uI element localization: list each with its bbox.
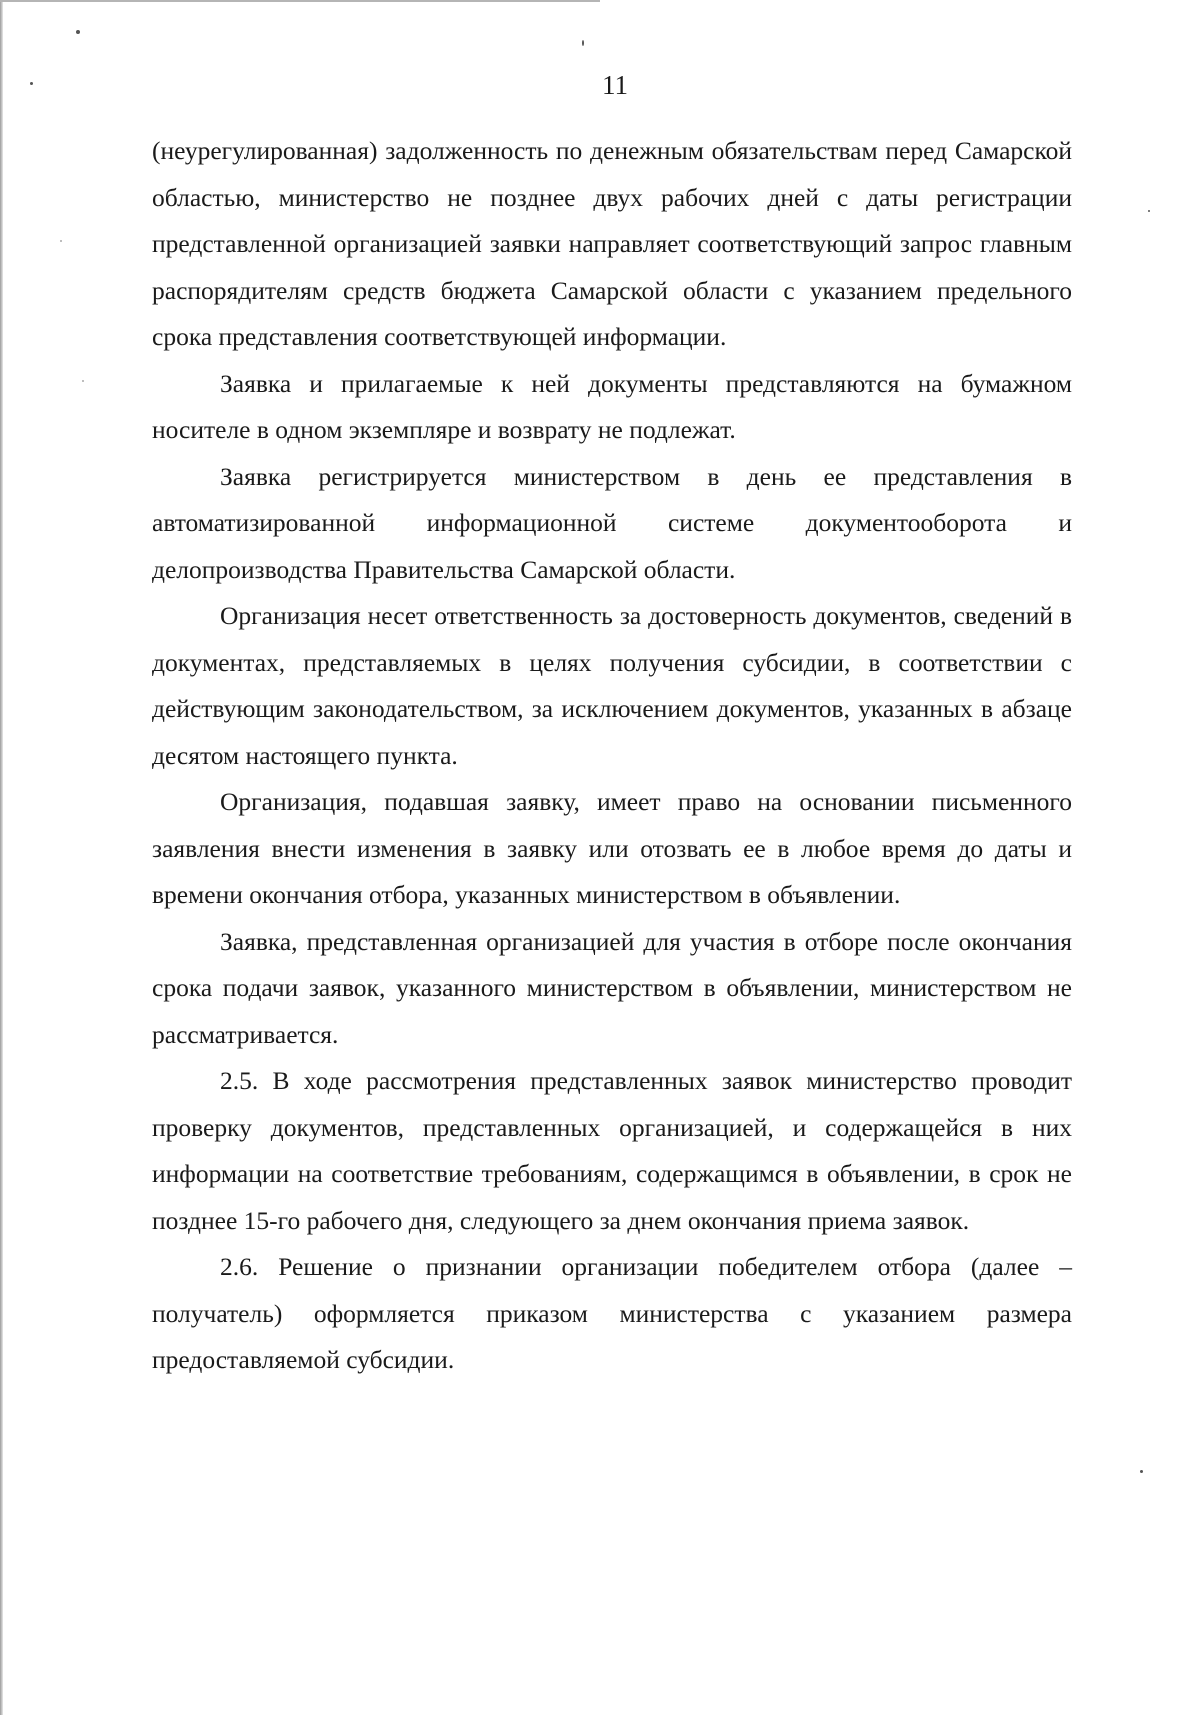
scan-speck [1140, 1470, 1143, 1473]
paragraph: Заявка регистрируется министерством в день ее представления в автоматизированной информационной системе документооборота и делопроизводства Правительства Самарской области. [152, 461, 1072, 584]
paragraph: Организация несет ответственность за достоверность документов, сведений в документах, представляемых в целях получения субсидии, в соответствии с действующим законодательством, за исключением документов, указанных в абзаце десятом настоящего пункта. [152, 601, 1072, 770]
scan-speck [76, 30, 80, 34]
paragraph: Заявка, представленная организацией для участия в отборе после окончания срока подачи заявок, указанного министерством в объявлении, министерством не рассматривается. [152, 926, 1072, 1049]
document-body [152, 128, 1072, 1384]
scan-speck [582, 40, 584, 46]
scan-speck [82, 380, 84, 382]
scan-speck [60, 240, 62, 242]
page-number: 11 [602, 70, 628, 100]
paragraph: Организация, подавшая заявку, имеет право на основании письменного заявления внести изменения в заявку или отозвать ее в любое время до даты и времени окончания отбора, указанных министерством в объявлении. [152, 787, 1072, 909]
paragraph: 2.6. Решение о признании организации победителем отбора (далее – получатель) оформляется приказом министерства с указанием размера предоставляемой субсидии. [152, 1252, 1072, 1374]
paragraph: (неурегулированная) задолженность по денежным обязательствам перед Самарской областью, министерство не позднее двух рабочих дней с даты регистрации представленной организацией заявки направляет соответствующий запрос главным распорядителям средств бюджета Самарской области с указанием предельного срока представления соответствующей информации. [152, 136, 1072, 351]
scan-top-edge [0, 0, 600, 2]
scan-speck [1148, 210, 1150, 212]
paragraph: Заявка и прилагаемые к ней документы представляются на бумажном носителе в одном экземпляре и возврату не подлежат. [152, 368, 1072, 444]
scan-page-edge [0, 0, 3, 1715]
paragraph: 2.5. В ходе рассмотрения представленных заявок министерство проводит проверку документов, представленных организацией, и содержащейся в них информации на соответствие требованиям, содержащимся в объявлении, в срок не позднее 15-го рабочего дня, следующего за днем окончания приема заявок. [152, 1066, 1072, 1235]
